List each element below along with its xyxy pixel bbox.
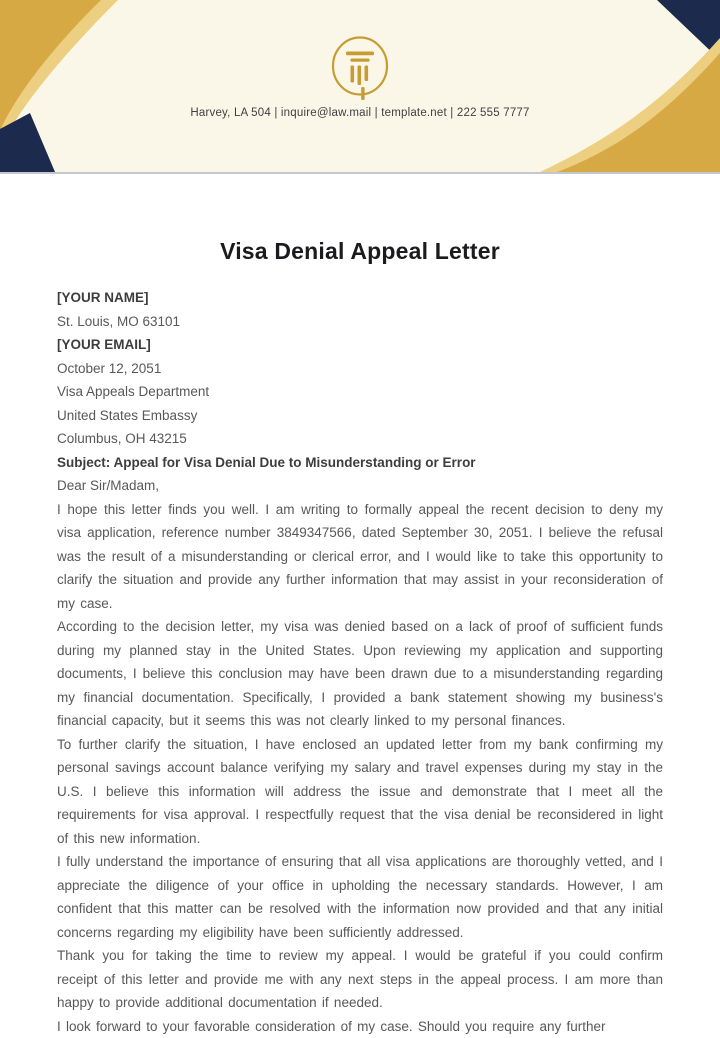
pillar-column-right [365, 66, 369, 82]
subject-line: Subject: Appeal for Visa Denial Due to Misunderstanding or Error [57, 451, 663, 475]
letter-paragraph-3: To further clarify the situation, I have enclosed an updated letter from my bank confirming my personal savings account balance verifying my salary and travel expenses during my stay in the U.S. I believe this information will address the issue and demonstrate that I meet all the requirements for visa approval. I respectfully request that the visa denial be reconsidered in light of this new information. [57, 733, 663, 851]
embassy-line: United States Embassy [57, 404, 663, 428]
your-email-placeholder: [YOUR EMAIL] [57, 333, 663, 357]
letter-paragraph-2: According to the decision letter, my visa was denied based on a lack of proof of sufficient funds during my planned stay in the United States. Upon reviewing my application and supporting documents, I believe this conclusion may have been drawn due to a misunderstanding regarding my financial documentation. Specifically, I provided a bank statement showing my business's financial capacity, but it seems this was not clearly linked to my personal finances. [57, 615, 663, 733]
pillar-sub-bar [351, 59, 370, 62]
salutation: Dear Sir/Madam, [57, 474, 663, 498]
letter-title: Visa Denial Appeal Letter [57, 236, 663, 266]
letterhead-header [0, 0, 720, 172]
letter-paragraph-5: Thank you for taking the time to review my appeal. I would be grateful if you could confirm receipt of this letter and provide me with any next steps in the appeal process. I am more than happy to provide additional documentation if needed. [57, 944, 663, 1015]
letter-paragraph-1: I hope this letter finds you well. I am writing to formally appeal the recent decision to deny my visa application, reference number 3849347566, dated September 30, 2051. I believe the refusal was the result of a misunderstanding or clerical error, and I would like to take this opportunity to clarify the situation and provide any further information that may assist in your reconsideration of my case. [57, 498, 663, 616]
pillar-column-middle [358, 66, 362, 86]
department-line: Visa Appeals Department [57, 380, 663, 404]
sender-recipient-block [57, 286, 663, 451]
letter-content [0, 236, 720, 1038]
pillar-cap-bar [346, 52, 374, 56]
pillar-base-tick [361, 87, 364, 100]
law-pillar-logo-icon [330, 36, 390, 102]
pillar-column-left [351, 66, 355, 83]
letter-paragraph-6-truncated: I look forward to your favorable consideration of my case. Should you require any further [57, 1015, 663, 1038]
sender-city-line: St. Louis, MO 63101 [57, 310, 663, 334]
letter-paragraph-4: I fully understand the importance of ensuring that all visa applications are thoroughly vetted, and I appreciate the diligence of your office in upholding the necessary standards. However, I am confident that this matter can be resolved with the information now provided and that any initial concerns regarding my eligibility have been sufficiently addressed. [57, 850, 663, 944]
date-line: October 12, 2051 [57, 357, 663, 381]
contact-info-line: Harvey, LA 504 | inquire@law.mail | template.net | 222 555 7777 [0, 107, 720, 119]
recipient-city-line: Columbus, OH 43215 [57, 427, 663, 451]
your-name-placeholder: [YOUR NAME] [57, 286, 663, 310]
